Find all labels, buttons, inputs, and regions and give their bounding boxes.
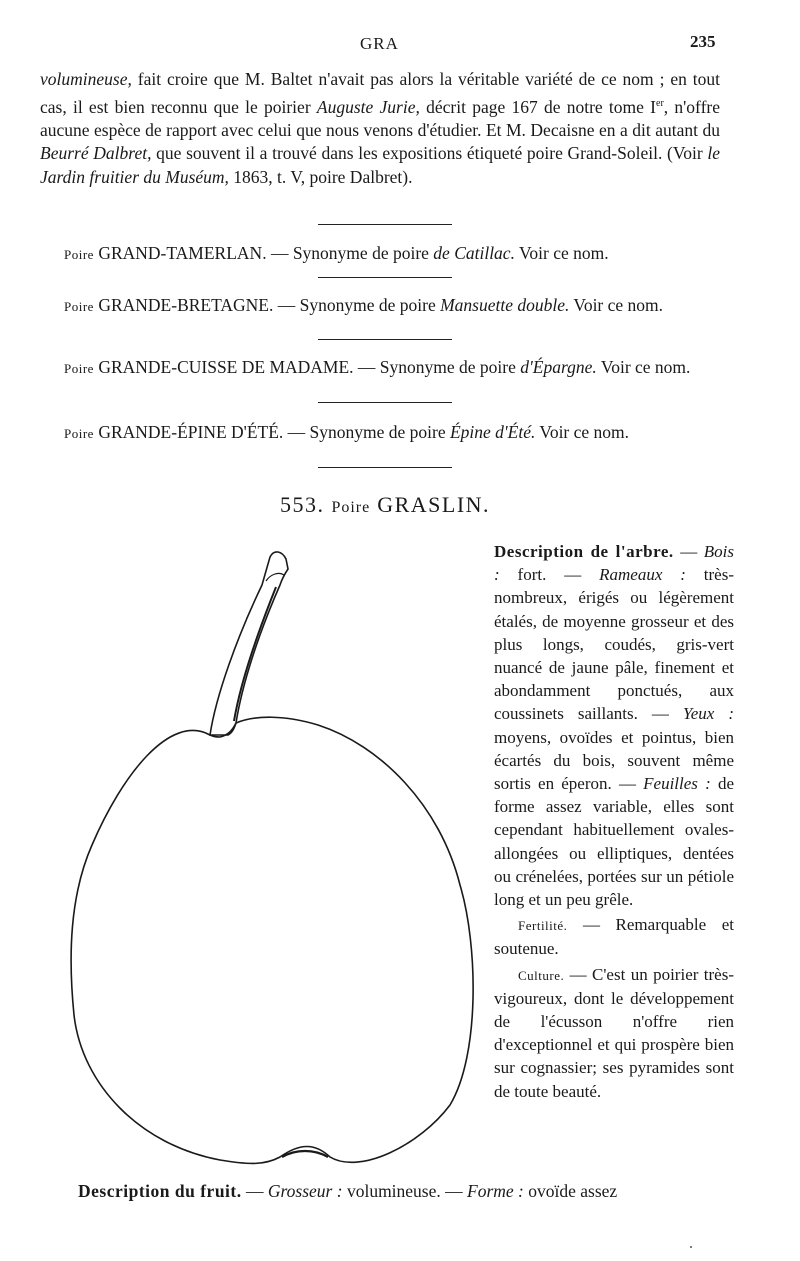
intro-sup: er — [656, 97, 664, 109]
tree-description: Description de l'arbre. — Bois : fort. — Rameaux : très-nombreux, érigés ou légèrement étalés, de moyenne grosseur et des plus longs, coudés, gris-vert nuancé de jaune pâle, finement et abondamment ponctués, aux coussinets saillants. — Yeux : moyens, ovoïdes et pointus, bien écartés du bois, souvent même sortis en éperon. — Feuilles : de forme assez variable, elles sont cependant habituellement ovales-allongées ou elliptiques, dentées ou crénelées, portées sur un pétiole long et un peu grêle. Fertilité. — Remarquable et soutenue. Culture. — C'est un poirier très-vigoureux, dont le développement de l'écusson n'offre rien d'exceptionnel et qui prospère bien sur cognassier; ses pyramides sont de toute beauté. — [494, 542, 735, 1101]
entry-prefix: Poire — [64, 247, 94, 262]
intro-text-2: fait croire que M. Baltet n'avait pas alors la véritable variété de ce nom ; en tout cas, il est bien reconnu que le poirier — [40, 69, 720, 117]
forme-text: ovoïde assez — [523, 1181, 618, 1201]
separator-rule — [318, 224, 452, 225]
yeux-label: Yeux : — [682, 704, 734, 724]
entry-synonym: Épine d'Été. — [449, 422, 536, 442]
entry-synonym: Mansuette double. — [440, 295, 570, 315]
fertilite-text: — Remarquable et soutenue. — [494, 915, 734, 959]
intro-italic-8: le Jardin fruitier du Muséum, — [40, 143, 720, 187]
separator-rule — [318, 402, 452, 403]
entry-name: GRANDE-CUISSE DE MADAME. — [98, 357, 354, 377]
intro-italic-3: Auguste Jurie, — [316, 96, 420, 117]
fruit-description-heading: Description du fruit. — [78, 1181, 242, 1201]
feuilles-text: de forme assez variable, elles sont cependant habituellement ovales-allongées ou elliptiques, dentées ou crénelées, portées sur un pétiole long et un peu grêle. — [494, 774, 735, 910]
entry-prefix: Poire — [64, 361, 94, 376]
entry-end: Voir ce nom. — [596, 357, 691, 377]
forme-label: Forme : — [467, 1181, 524, 1201]
rameaux-text: très-nombreux, érigés ou légèrement étalés, de moyenne grosseur et des plus longs, coudés, gris-vert nuancé de jaune pâle, finement et abondamment ponctués, aux coussinets saillants. — — [494, 565, 734, 724]
running-header: GRA — [360, 34, 399, 53]
intro-italic-1: volumineuse, — [40, 69, 132, 89]
entry-grand-tamerlan — [64, 242, 724, 266]
entry-synonym: de Catillac. — [433, 243, 515, 263]
entry-mid: — Synonyme de poire — [283, 422, 450, 442]
feuilles-label: Feuilles : — [643, 774, 711, 794]
intro-text-4: décrit page 167 de notre tome I — [419, 96, 656, 117]
entry-end: Voir ce nom. — [569, 295, 664, 315]
variety-heading — [0, 492, 770, 518]
intro-text-9: 1863, t. V, poire Dalbret). — [228, 166, 413, 187]
entry-mid: — Synonyme de poire — [353, 357, 521, 377]
print-speck — [690, 1246, 692, 1248]
grosseur-text: volumineuse. — — [342, 1181, 468, 1201]
entry-prefix: Poire — [64, 426, 94, 441]
entry-grande-epine — [64, 421, 724, 445]
rameaux-label: Rameaux : — [599, 565, 686, 585]
fertilite-label: Fertilité. — [518, 918, 568, 934]
entry-name: GRANDE-ÉPINE D'ÉTÉ. — [98, 422, 284, 442]
entry-mid: — Synonyme de poire — [266, 243, 434, 263]
intro-italic-6: Beurré Dalbret, — [40, 143, 152, 164]
bois-text: fort. — — [499, 565, 600, 585]
intro-text-7: que souvent il a trouvé dans les expositions étiqueté poire Grand-Soleil. (Voir — [151, 143, 708, 164]
separator-rule — [318, 467, 452, 468]
pear-stem — [210, 552, 288, 735]
variety-prefix: Poire — [331, 499, 371, 516]
intro-paragraph — [40, 68, 720, 189]
intro-text-5: , n'offre aucune espèce de rapport avec celui que nous venons d'étudier. Et M. Decaisne en a dit autant du — [40, 96, 720, 140]
separator-rule — [318, 277, 452, 278]
tree-description-heading: Description de l'arbre. — [494, 542, 674, 561]
entry-name: GRANDE-BRETAGNE. — [98, 295, 274, 315]
entry-grande-cuisse — [64, 356, 724, 380]
grosseur-label: Grosseur : — [267, 1181, 343, 1201]
entry-name: GRAND-TAMERLAN. — [98, 243, 267, 263]
separator-rule — [318, 339, 452, 340]
yeux-text: moyens, ovoïdes et pointus, bien écartés du bois, souvent même sortis en éperon. — — [494, 727, 734, 794]
pear-outline — [71, 717, 473, 1163]
entry-end: Voir ce nom. — [535, 422, 630, 442]
entry-synonym: d'Épargne. — [520, 357, 597, 377]
pear-illustration — [60, 545, 490, 1180]
entry-end: Voir ce nom. — [514, 243, 609, 263]
entry-grande-bretagne — [64, 294, 724, 318]
entry-mid: — Synonyme de poire — [273, 295, 441, 315]
variety-name: GRASLIN. — [377, 492, 491, 517]
fruit-description: Description du fruit. — Grosseur : volumineuse. — Forme : ovoïde assez — [78, 1181, 618, 1201]
culture-text: — C'est un poirier très-vigoureux, dont le développement de l'écusson n'offre rien d'exceptionnel et qui prospère bien sur cognassier; ses pyramides sont de toute beauté. — [494, 964, 734, 1101]
bois-label: Bois : — [494, 542, 735, 585]
entry-prefix: Poire — [64, 299, 94, 314]
variety-number: 553. — [279, 492, 325, 517]
culture-label: Culture. — [518, 967, 565, 983]
page-number: 235 — [690, 32, 716, 51]
